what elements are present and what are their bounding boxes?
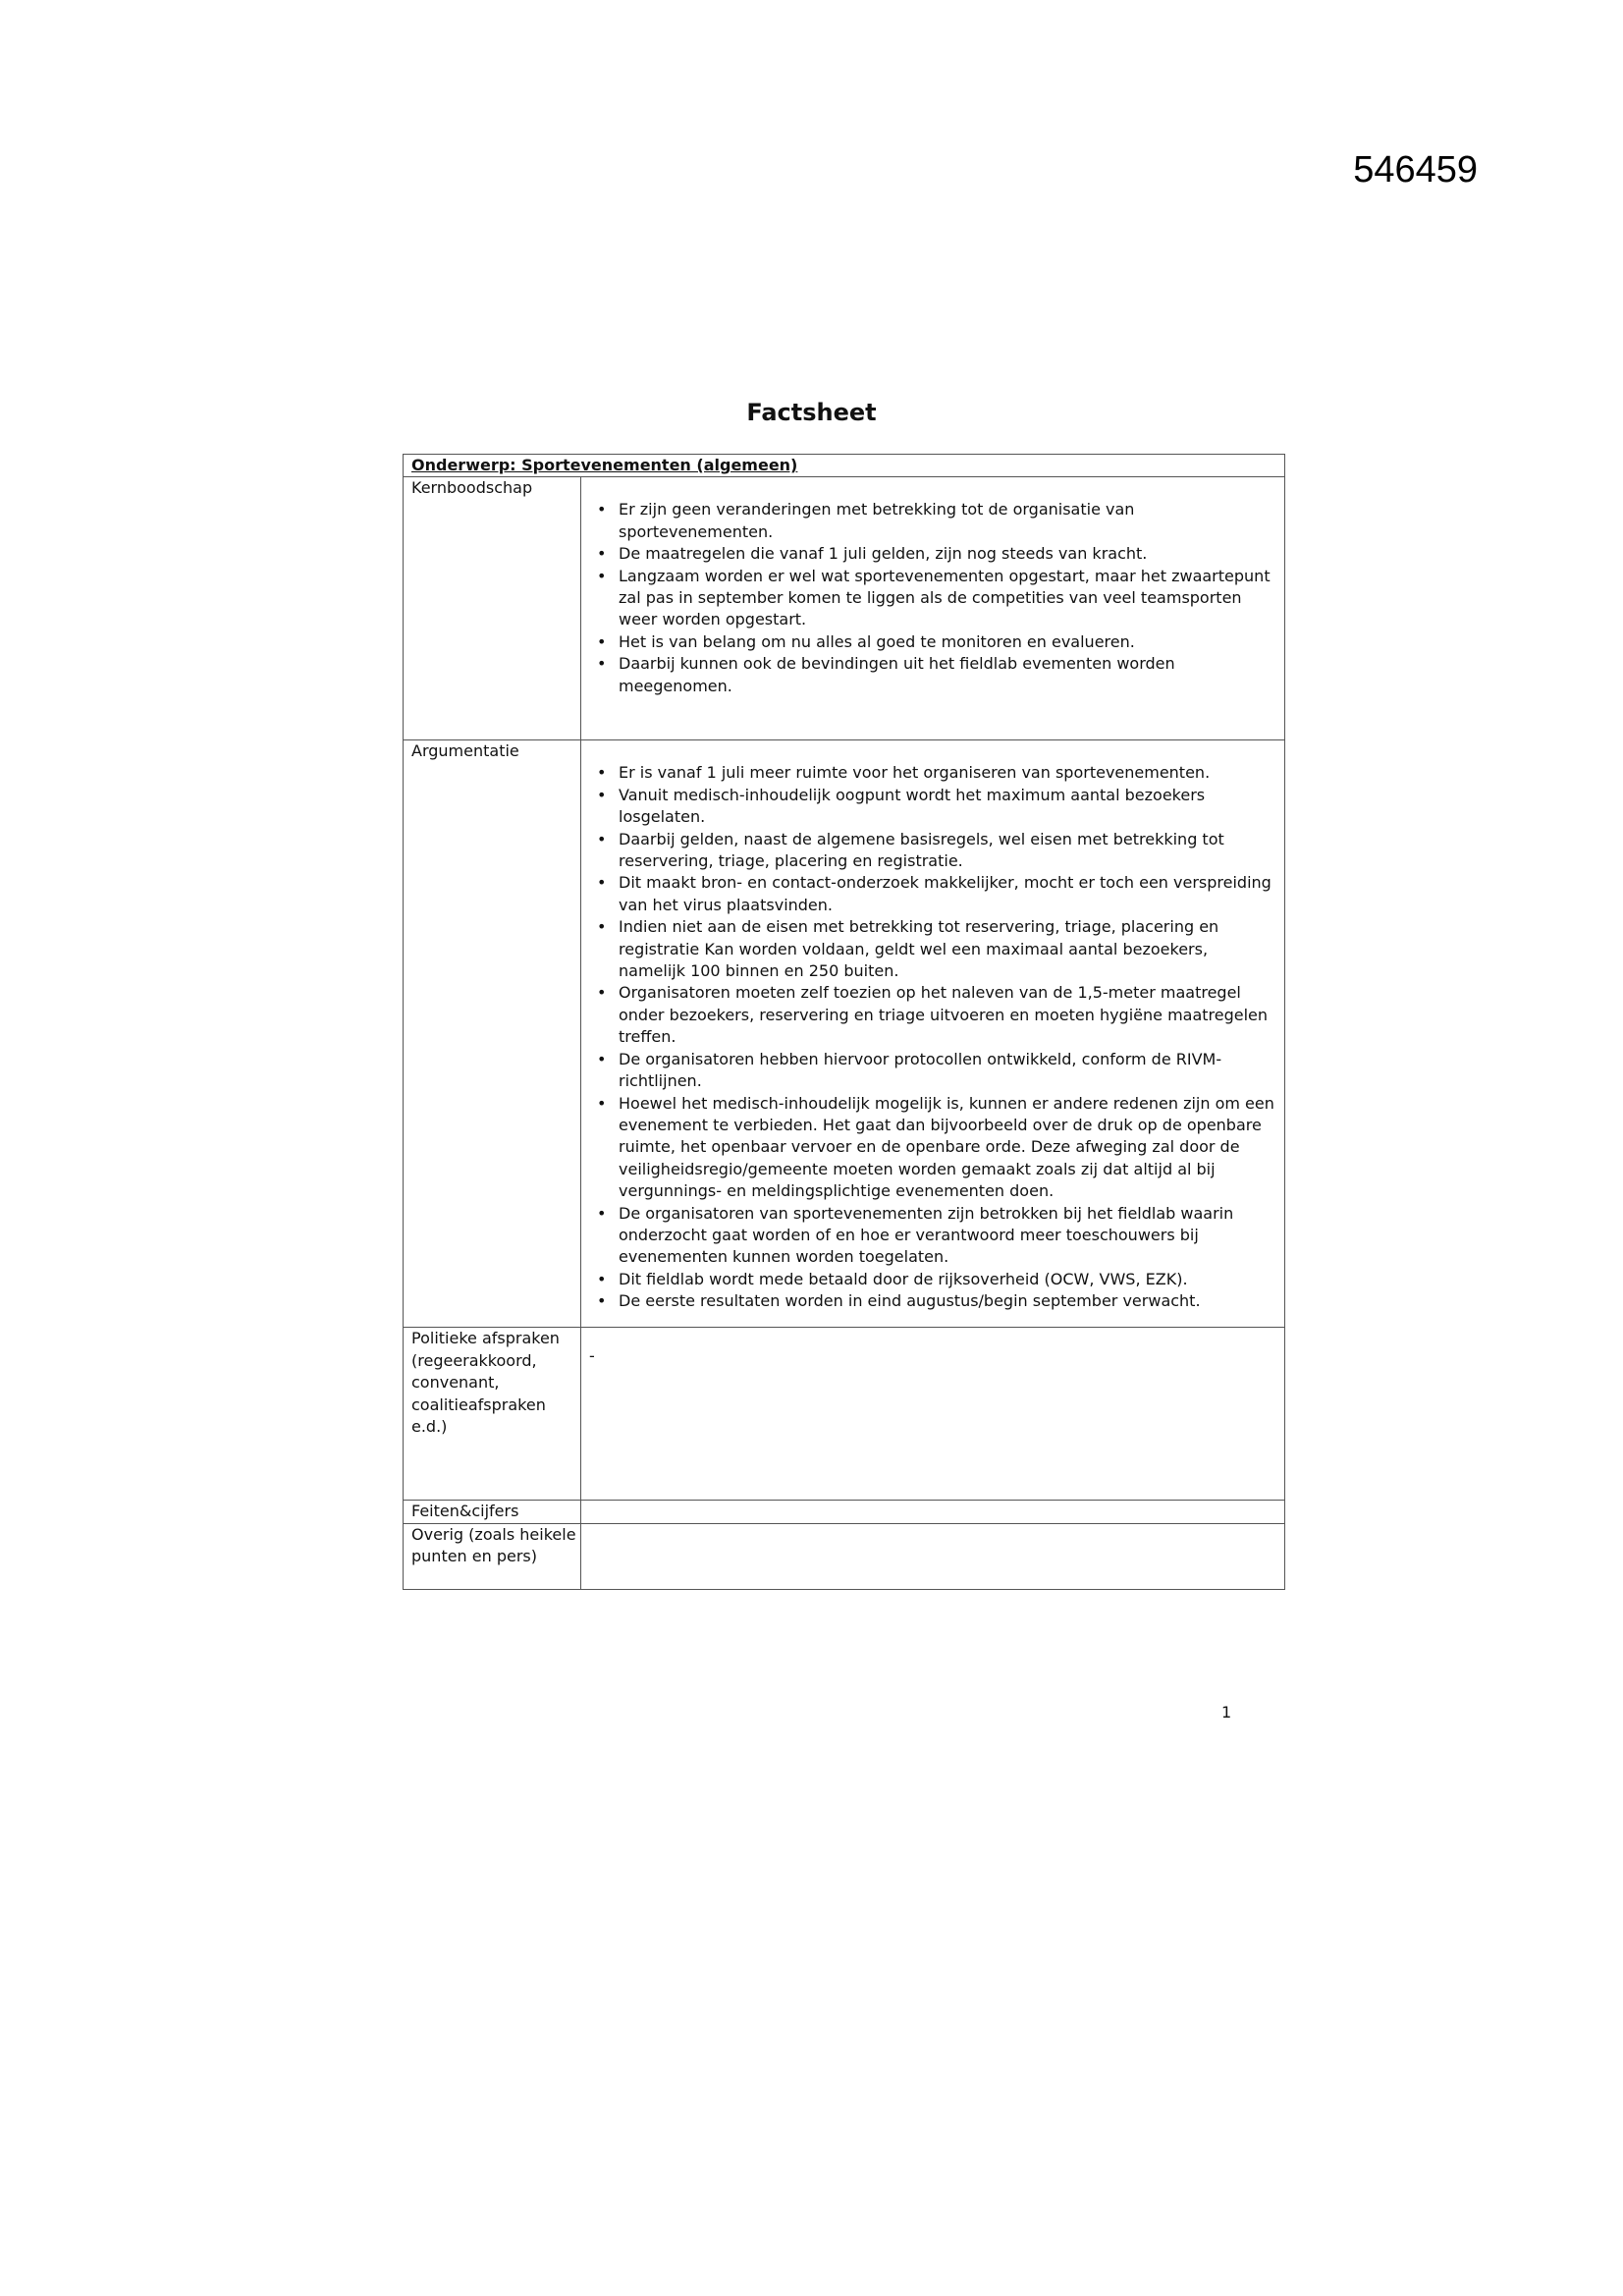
bullet-item: • Het is van belang om nu alles al goed te monitoren en evalueren. bbox=[619, 631, 1278, 653]
bullet-item: • De maatregelen die vanaf 1 juli gelden, zijn nog steeds van kracht. bbox=[619, 543, 1278, 565]
bullet-item: • Dit maakt bron- en contact-onderzoek makkelijker, mocht er toch een verspreiding van het virus plaatsvinden. bbox=[619, 872, 1278, 916]
argumentatie-row bbox=[404, 740, 1285, 1328]
bullet-item: • Er is vanaf 1 juli meer ruimte voor het organiseren van sportevenementen. bbox=[619, 762, 1278, 784]
subject-heading: Onderwerp: Sportevenementen (algemeen) bbox=[404, 455, 1285, 477]
row-content bbox=[581, 477, 1285, 740]
row-label: Argumentatie bbox=[404, 740, 581, 1328]
bullet-item: • Er zijn geen veranderingen met betrekking tot de organisatie van sportevenementen. bbox=[619, 499, 1278, 543]
row-content bbox=[581, 740, 1285, 1328]
bullet-item: • De organisatoren van sportevenementen zijn betrokken bij het fieldlab waarin onderzocht gaat worden of en hoe er verantwoord meer toeschouwers bij evenementen kunnen worden toegelaten. bbox=[619, 1203, 1278, 1269]
row-content: - bbox=[581, 1328, 1285, 1501]
kernboodschap-row bbox=[404, 477, 1285, 740]
row-label: Feiten&cijfers bbox=[404, 1501, 581, 1523]
page-title: Factsheet bbox=[746, 399, 877, 426]
bullet-item: • De eerste resultaten worden in eind augustus/begin september verwacht. bbox=[619, 1290, 1278, 1312]
overig-row bbox=[404, 1523, 1285, 1589]
bullet-item: • Indien niet aan de eisen met betrekking tot reservering, triage, placering en registratie Kan worden voldaan, geldt wel een maximaal aantal bezoekers, namelijk 100 binnen en 250 buiten. bbox=[619, 916, 1278, 982]
bullet-item: • Vanuit medisch-inhoudelijk oogpunt wordt het maximum aantal bezoekers losgelaten. bbox=[619, 785, 1278, 829]
row-label: Kernboodschap bbox=[404, 477, 581, 740]
bullet-item: • De organisatoren hebben hiervoor protocollen ontwikkeld, conform de RIVM-richtlijnen. bbox=[619, 1049, 1278, 1093]
politieke-afspraken-row bbox=[404, 1328, 1285, 1501]
bullet-item: • Organisatoren moeten zelf toezien op het naleven van de 1,5-meter maatregel onder bezoekers, reservering en triage uitvoeren en moeten hygiëne maatregelen treffen. bbox=[619, 982, 1278, 1048]
row-label: Politieke afspraken (regeerakkoord, convenant, coalitieafspraken e.d.) bbox=[404, 1328, 581, 1501]
feiten-cijfers-row bbox=[404, 1501, 1285, 1523]
row-content bbox=[581, 1501, 1285, 1523]
page-number: 1 bbox=[1221, 1703, 1232, 1722]
subject-row bbox=[404, 455, 1285, 477]
bullet-item: • Daarbij kunnen ook de bevindingen uit het fieldlab evementen worden meegenomen. bbox=[619, 653, 1278, 697]
bullet-list bbox=[589, 762, 1278, 1312]
document-id: 546459 bbox=[1353, 149, 1478, 191]
row-content bbox=[581, 1523, 1285, 1589]
bullet-item: • Dit fieldlab wordt mede betaald door de rijksoverheid (OCW, VWS, EZK). bbox=[619, 1269, 1278, 1290]
bullet-item: • Daarbij gelden, naast de algemene basisregels, wel eisen met betrekking tot reservering, triage, placering en registratie. bbox=[619, 829, 1278, 873]
bullet-item: • Langzaam worden er wel wat sportevenementen opgestart, maar het zwaartepunt zal pas in september komen te liggen als de competities van veel teamsporten weer worden opgestart. bbox=[619, 566, 1278, 631]
row-label: Overig (zoals heikele punten en pers) bbox=[404, 1523, 581, 1589]
factsheet-table bbox=[403, 454, 1285, 1590]
bullet-item: • Hoewel het medisch-inhoudelijk mogelijk is, kunnen er andere redenen zijn om een evenement te verbieden. Het gaat dan bijvoorbeeld over de druk op de openbare ruimte, het openbaar vervoer en de openbare orde. Deze afweging zal door de veiligheidsregio/gemeente moeten worden gemaakt zoals zij dat altijd al bij vergunnings- en meldingsplichtige evenementen doen. bbox=[619, 1093, 1278, 1203]
bullet-list bbox=[589, 499, 1278, 697]
